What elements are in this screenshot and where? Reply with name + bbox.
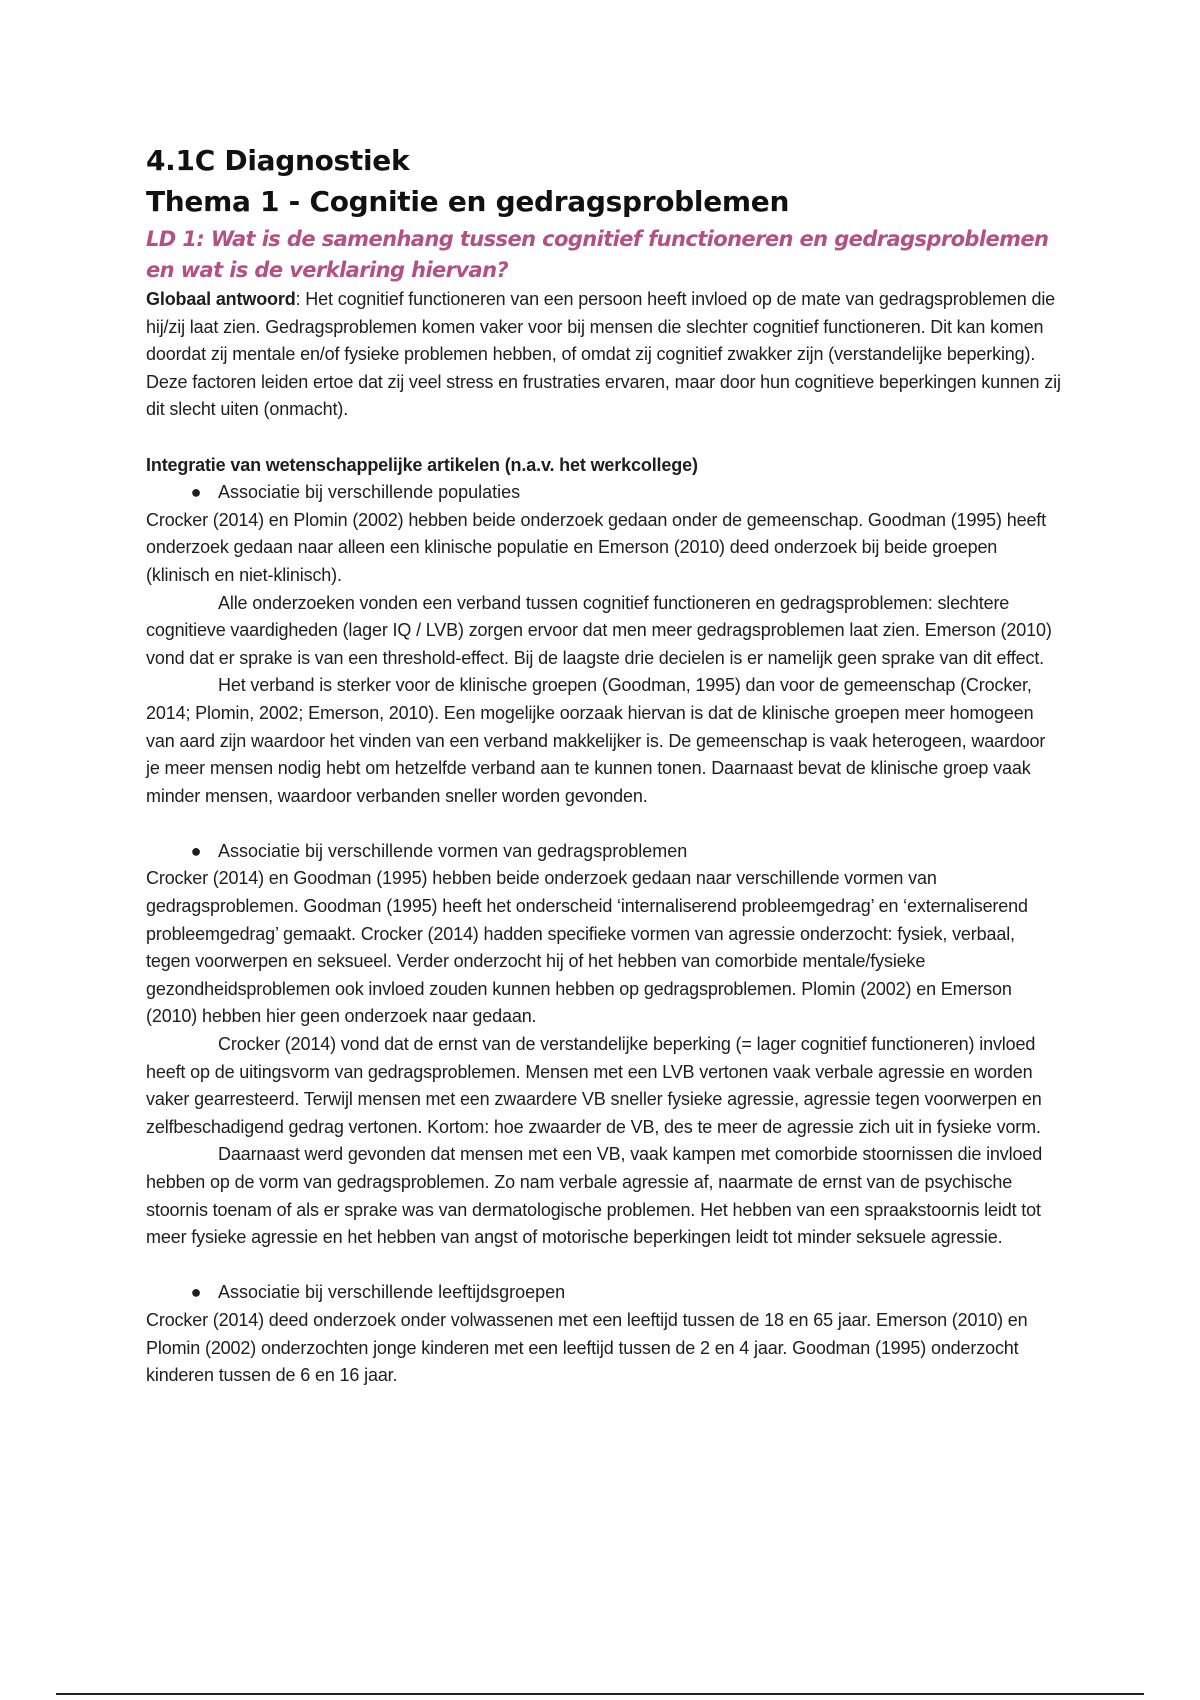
- bullet-item: [146, 479, 1062, 507]
- section-age-groups: [146, 1279, 1062, 1389]
- global-answer-label: Globaal antwoord: [146, 289, 296, 309]
- paragraph: Crocker (2014) vond dat de ernst van de verstandelijke beperking (= lager cognitief functioneren) invloed heeft op de uitingsvorm van gedragsproblemen. Mensen met een LVB vertonen vaak verbale agressie en worden vaker gearresteerd. Terwijl mensen met een zwaardere VB sneller fysieke agressie, agressie tegen voorwerpen en zelfbeschadigend gedrag vertonen. Kortom: hoe zwaarder de VB, des te meer de agressie zich uit in fysieke vorm.: [146, 1034, 1042, 1137]
- bullet-item: [146, 1279, 1062, 1307]
- bullet-icon: ●: [190, 840, 202, 861]
- bullet-label: Associatie bij verschillende leeftijdsgroepen: [218, 1282, 566, 1303]
- global-answer-text: : Het cognitief functioneren van een persoon heeft invloed op de mate van gedragsproblemen die hij/zij laat zien. Gedragsproblemen komen vaker voor bij mensen die slechter cognitief functioneren. Dit kan komen doordat zij mentale en/of fysieke problemen hebben, of omdat zij cognitief zwakker zijn (verstandelijke beperking). Deze factoren leiden ertoe dat zij veel stress en frustraties ervaren, maar door hun cognitieve beperkingen kunnen zij dit slecht uiten (onmacht).: [146, 289, 1061, 420]
- global-answer: [146, 286, 1062, 424]
- footer-divider: [56, 1693, 1144, 1695]
- theme-title: Thema 1 - Cognitie en gedragsproblemen: [146, 185, 790, 218]
- bullet-icon: ●: [190, 1282, 202, 1303]
- bullet-icon: ●: [190, 482, 202, 503]
- bullet-item: [146, 838, 1062, 866]
- bullet-label: Associatie bij verschillende vormen van gedragsproblemen: [218, 840, 688, 861]
- paragraph: Alle onderzoeken vonden een verband tussen cognitief functioneren en gedragsproblemen: slechtere cognitieve vaardigheden (lager IQ / LVB) zorgen ervoor dat men meer gedragsproblemen laat zien. Emerson (2010) vond dat er sprake is van een threshold-effect. Bij de laagste drie decielen is er namelijk geen sprake van dit effect.: [146, 592, 1052, 668]
- paragraph: Crocker (2014) deed onderzoek onder volwassenen met een leeftijd tussen de 18 en 65 jaar. Emerson (2010) en Plomin (2002) onderzochten jonge kinderen met een leeftijd tussen de 2 en 4 jaar. Goodman (1995) onderzocht kinderen tussen de 6 en 16 jaar.: [146, 1309, 1028, 1386]
- paragraph: Crocker (2014) en Plomin (2002) hebben beide onderzoek gedaan onder de gemeenschap. Goodman (1995) heeft onderzoek gedaan naar alleen een klinische populatie en Emerson (2010) deed onderzoek bij beide groepen (klinisch en niet-klinisch).: [146, 509, 1047, 585]
- bullet-label: Associatie bij verschillende populaties: [218, 482, 521, 503]
- section-behavior-forms: [146, 838, 1062, 1252]
- document-page: [146, 140, 1062, 1390]
- paragraph: Het verband is sterker voor de klinische groepen (Goodman, 1995) dan voor de gemeenschap (Crocker, 2014; Plomin, 2002; Emerson, 2010). Een mogelijke oorzaak hiervan is dat de klinische groepen meer homogeen van aard zijn waardoor het vinden van een verband makkelijker is. De gemeenschap is vaak heterogeen, waardoor je meer mensen nodig hebt om hetzelfde verband aan te kunnen tonen. Daarnaast bevat de klinische groep vaak minder mensen, waardoor verbanden sneller worden gevonden.: [146, 675, 1046, 806]
- document-title: 4.1C Diagnostiek: [146, 144, 410, 177]
- paragraph: Crocker (2014) en Goodman (1995) hebben beide onderzoek gedaan naar verschillende vormen van gedragsproblemen. Goodman (1995) heeft het onderscheid ‘internaliserend probleemgedrag’ en ‘externaliserend probleemgedrag’ gemaakt. Crocker (2014) hadden specifieke vormen van agressie onderzocht: fysiek, verbaal, tegen voorwerpen en seksueel. Verder onderzocht hij of het hebben van comorbide mentale/fysieke gezondheidsproblemen ook invloed zouden kunnen hebben op gedragsproblemen. Plomin (2002) en Emerson (2010) hebben hier geen onderzoek naar gedaan.: [146, 868, 1028, 1027]
- section-populations: [146, 479, 1062, 810]
- paragraph: Daarnaast werd gevonden dat mensen met een VB, vaak kampen met comorbide stoornissen die invloed hebben op de vorm van gedragsproblemen. Zo nam verbale agressie af, naarmate de ernst van de psychische stoornis toenam of als er sprake was van dermatologische problemen. Het hebben van een spraakstoornis leidt tot meer fysieke agressie en het hebben van angst of motorische beperkingen leidt tot minder seksuele agressie.: [146, 1144, 1043, 1248]
- integration-heading: Integratie van wetenschappelijke artikelen (n.a.v. het werkcollege): [146, 454, 698, 475]
- learning-question: LD 1: Wat is de samenhang tussen cognitief functioneren en gedragsproblemen en wat is de verklaring hiervan?: [146, 227, 1049, 282]
